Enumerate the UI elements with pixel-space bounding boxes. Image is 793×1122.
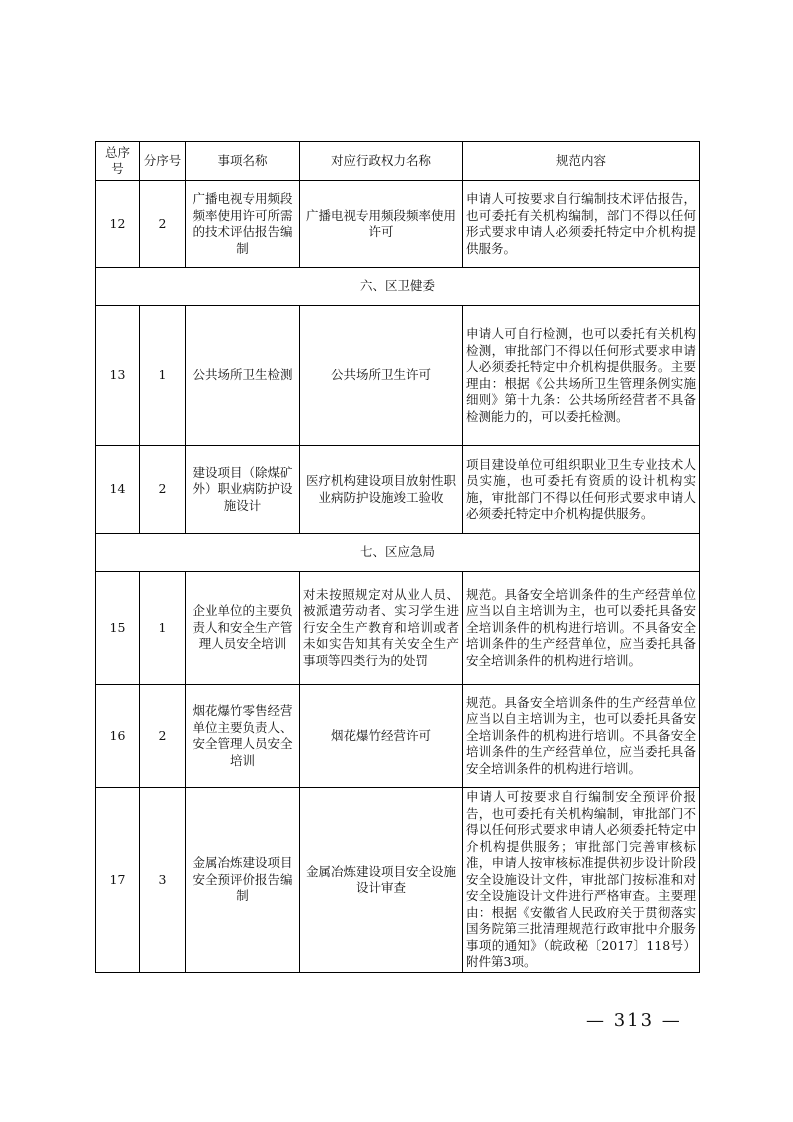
header-item-name: 事项名称: [186, 142, 300, 181]
item-name: 建设项目（除煤矿外）职业病防护设施设计: [186, 446, 300, 534]
table-row: [96, 572, 700, 685]
sub-no: 2: [140, 685, 186, 788]
sub-no: 2: [140, 181, 186, 268]
item-name: 公共场所卫生检测: [186, 306, 300, 446]
sub-no: 1: [140, 306, 186, 446]
total-no: 15: [96, 572, 140, 685]
table-row: [96, 181, 700, 268]
total-no: 13: [96, 306, 140, 446]
sub-no: 3: [140, 788, 186, 973]
table-row: [96, 685, 700, 788]
header-total-no: 总序号: [96, 142, 140, 181]
power-name: 广播电视专用频段频率使用许可: [300, 181, 463, 268]
page-number: — 313 —: [586, 1010, 682, 1031]
section-row: [96, 268, 700, 306]
table-row: [96, 788, 700, 973]
spec-text: 申请人可按要求自行编制技术评估报告，也可委托有关机构编制，部门不得以任何形式要求申请人必须委托特定中介机构提供服务。: [463, 181, 700, 268]
power-name: 公共场所卫生许可: [300, 306, 463, 446]
total-no: 14: [96, 446, 140, 534]
power-name: 金属冶炼建设项目安全设施设计审查: [300, 788, 463, 973]
spec-text: 申请人可自行检测，也可以委托有关机构检测，审批部门不得以任何形式要求申请人必须委托特定中介机构提供服务。主要理由：根据《公共场所卫生管理条例实施细则》第十九条：公共场所经营者不具备检测能力的，可以委托检测。: [463, 306, 700, 446]
table-row: [96, 446, 700, 534]
total-no: 17: [96, 788, 140, 973]
total-no: 12: [96, 181, 140, 268]
services-table: [95, 141, 700, 973]
section-title: 七、区应急局: [96, 534, 700, 572]
total-no: 16: [96, 685, 140, 788]
power-name: 烟花爆竹经营许可: [300, 685, 463, 788]
spec-text: 申请人可按要求自行编制安全预评价报告，也可委托有关机构编制，审批部门不得以任何形式要求申请人必须委托特定中介机构提供服务；审批部门完善审核标准，申请人按审核标准提供初步设计阶段安全设施设计文件，审批部门按标准和对安全设施设计文件进行严格审查。主要理由：根据《安徽省人民政府关于贯彻落实国务院第三批清理规范行政审批中介服务事项的通知》（皖政秘〔2017〕118号）附件第3项。: [463, 788, 700, 973]
section-title: 六、区卫健委: [96, 268, 700, 306]
header-spec: 规范内容: [463, 142, 700, 181]
header-power-name: 对应行政权力名称: [300, 142, 463, 181]
item-name: 烟花爆竹零售经营单位主要负责人、安全管理人员安全培训: [186, 685, 300, 788]
table-row: [96, 306, 700, 446]
spec-text: 规范。具备安全培训条件的生产经营单位应当以自主培训为主，也可以委托具备安全培训条件的机构进行培训。不具备安全培训条件的生产经营单位，应当委托具备安全培训条件的机构进行培训。: [463, 572, 700, 685]
spec-text: 项目建设单位可组织职业卫生专业技术人员实施，也可委托有资质的设计机构实施，审批部门不得以任何形式要求申请人必须委托特定中介机构提供服务。: [463, 446, 700, 534]
item-name: 广播电视专用频段频率使用许可所需的技术评估报告编制: [186, 181, 300, 268]
sub-no: 1: [140, 572, 186, 685]
power-name: 医疗机构建设项目放射性职业病防护设施竣工验收: [300, 446, 463, 534]
section-row: [96, 534, 700, 572]
sub-no: 2: [140, 446, 186, 534]
item-name: 金属冶炼建设项目安全预评价报告编制: [186, 788, 300, 973]
power-name: 对未按照规定对从业人员、被派遣劳动者、实习学生进行安全生产教育和培训或者未如实告知其有关安全生产事项等四类行为的处罚: [300, 572, 463, 685]
header-row: [96, 142, 700, 181]
spec-text: 规范。具备安全培训条件的生产经营单位应当以自主培训为主，也可以委托具备安全培训条件的机构进行培训。不具备安全培训条件的生产经营单位，应当委托具备安全培训条件的机构进行培训。: [463, 685, 700, 788]
item-name: 企业单位的主要负责人和安全生产管理人员安全培训: [186, 572, 300, 685]
header-sub-no: 分序号: [140, 142, 186, 181]
